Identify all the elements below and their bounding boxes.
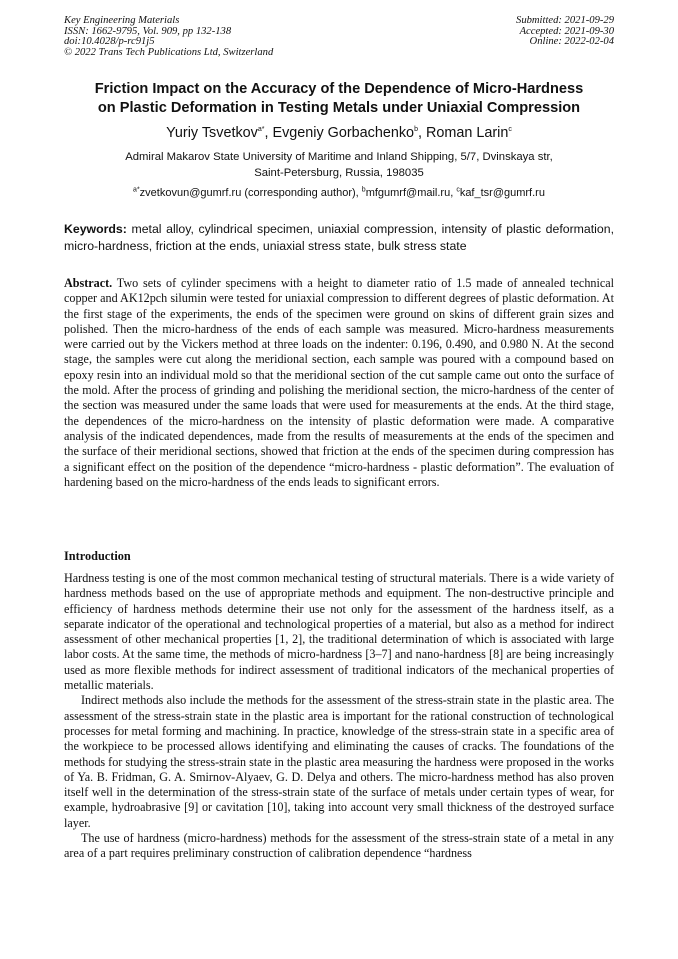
abstract bbox=[64, 276, 614, 490]
journal-copyright: © 2022 Trans Tech Publications Ltd, Switzerland bbox=[64, 46, 274, 58]
journal-info bbox=[64, 16, 273, 58]
introduction-body bbox=[64, 571, 614, 862]
journal-name: Key Engineering Materials bbox=[64, 15, 180, 26]
accepted-date: Accepted: 2021-09-30 bbox=[519, 25, 614, 37]
email-marker: b bbox=[361, 186, 366, 194]
email-marker: a* bbox=[133, 186, 140, 194]
abstract-text: Two sets of cylinder specimens with a height to diameter ratio of 1.5 made of annealed technical copper and AK12pch silumin were tested for uniaxial compression to different degrees of plastic deformation. At the first stage of the experiments, the ends of the specimen were ground on skins of different grain sizes and polished. Then the micro-hardness of the ends of each sample was measured. Micro-hardness measurements were carried out by the Vickers method at three loads on the indenter: 0.196, 0.490, and 0.980 N. At the second stage, the samples were cut along the meridional section, each sample was poured with a compound based on epoxy resin into an individual mold so that the meridional section of the cut sample came out onto the surface of the mold. After the process of grinding and polishing the meridional section, the micro-hardness of the center of the section was measured under the same loads that were used for measurements at the ends. At the third stage, the dependences of the micro-hardness on the intensity of plastic deformation were made. A comparative analysis of the indicated dependences, made from the results of measurements at the ends of the specimen and the surface of their meridional sections, showed that friction at the ends of the specimen during compression has a significant effect on the position of the dependence “micro-hardness - plastic deformation”. The evaluation of hardening based on the micro-hardness of the ends leads to significant errors. bbox=[64, 276, 614, 489]
journal-issn: ISSN: 1662-9795, Vol. 909, pp 132-138 bbox=[64, 25, 232, 37]
title-line-2: on Plastic Deformation in Testing Metals under Uniaxial Compression bbox=[97, 100, 581, 116]
paper-title bbox=[40, 80, 638, 118]
submitted-date: Submitted: 2021-09-29 bbox=[516, 15, 614, 26]
author-emails bbox=[60, 186, 618, 200]
email-marker: c bbox=[456, 186, 460, 194]
email-link[interactable]: zvetkovun@gumrf.ru (corresponding author), bbox=[139, 187, 362, 199]
online-date: Online: 2022-02-04 bbox=[529, 36, 614, 48]
keywords-text: metal alloy, cylindrical specimen, uniaxial compression, intensity of plastic deformation, micro-hardness, friction at the ends, uniaxial stress state, bulk stress state bbox=[64, 222, 614, 253]
paragraph: The use of hardness (micro-hardness) methods for the assessment of the stress-strain state of a metal in any area of a part requires preliminary construction of calibration dependence “hardness bbox=[64, 831, 614, 861]
journal-doi: doi:10.4028/p-rc91j5 bbox=[64, 36, 155, 48]
author-marker: b bbox=[414, 126, 418, 134]
title-line-1: Friction Impact on the Accuracy of the Dependence of Micro-Hardness bbox=[94, 81, 584, 97]
abstract-label: Abstract. bbox=[64, 276, 113, 290]
paragraph: Indirect methods also include the methods for the assessment of the stress-strain state in the plastic area. The assessment of the stress-strain state in the plastic area is important for the rational construction of technological processes for metal forming and machining. In practice, knowledge of the stress-strain state in a specific area of the workpiece to be processed allows identifying and eliminating the causes of cracks. The foundations of the methods for studying the stress-strain state in the plastic area measuring the hardness were proposed in the works of Ya. B. Fridman, G. A. Smirnov-Alyaev, G. D. Delya and others. The micro-hardness method has also proven itself well in the determination of the stress-strain state of the surface of metals under certain types of wear, for example, hydroabrasive [9] or cavitation [10], taking into account very small thickness of the destroyed surface layer. bbox=[64, 693, 614, 830]
author-marker: c bbox=[508, 126, 512, 134]
affiliation bbox=[60, 150, 618, 181]
affiliation-line-1: Admiral Makarov State University of Maritime and Inland Shipping, 5/7, Dvinskaya str, bbox=[125, 151, 553, 163]
publication-dates bbox=[516, 16, 614, 48]
author-name: Yuriy Tsvetkov bbox=[166, 125, 258, 141]
author-list bbox=[40, 124, 638, 142]
author-name: Evgeniy Gorbachenko bbox=[272, 125, 415, 141]
author-separator: , bbox=[264, 125, 273, 141]
section-heading-introduction: Introduction bbox=[64, 549, 131, 563]
author-name: Roman Larin bbox=[425, 125, 509, 141]
author-separator: , bbox=[417, 125, 426, 141]
keywords bbox=[64, 221, 614, 255]
affiliation-line-2: Saint-Petersburg, Russia, 198035 bbox=[254, 166, 424, 179]
email-link[interactable]: mfgumrf@mail.ru, bbox=[365, 187, 457, 199]
keywords-label: Keywords: bbox=[64, 222, 127, 236]
paragraph: Hardness testing is one of the most common mechanical testing of structural materials. There is a wide variety of hardness methods based on the use of appropriate methods and equipment. The non-destructive principle and efficiency of hardness methods determine their use not only for the assessment of the hardness itself, as a separate indicator of the operational and technological properties of a material, but also as a method for indirect assessment of other mechanical properties [1, 2], the traditional determination of which is associated with large labor costs. At the same time, the methods of micro-hardness [3–7] and nano-hardness [8] are being increasingly used as more flexible methods for indirect assessment of traditional indicators of the mechanical properties of metallic materials. bbox=[64, 571, 614, 693]
author-marker: a* bbox=[257, 126, 265, 134]
email-link[interactable]: kaf_tsr@gumrf.ru bbox=[459, 187, 545, 199]
